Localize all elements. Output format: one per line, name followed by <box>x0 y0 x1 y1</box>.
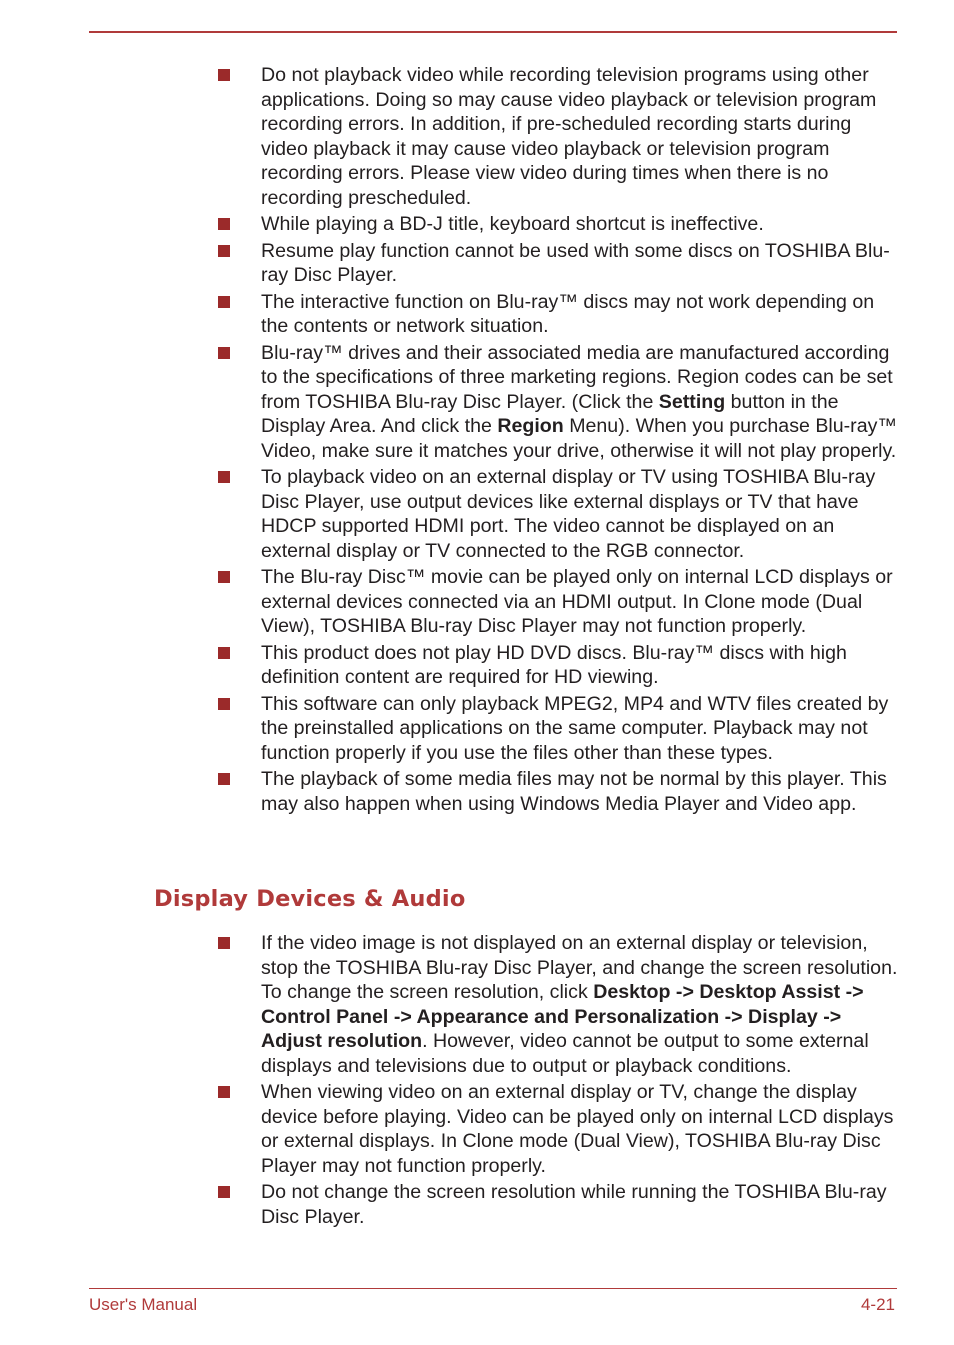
square-bullet-icon <box>218 245 230 257</box>
square-bullet-icon <box>218 471 230 483</box>
page-number: 4-21 <box>860 1295 895 1314</box>
square-bullet-icon <box>218 773 230 785</box>
list-item <box>0 212 901 237</box>
list-item <box>0 465 901 563</box>
square-bullet-icon <box>218 218 230 230</box>
list-item-text: Blu-ray™ drives and their associated media are manufactured according to the specifications of three marketing regions. Region codes can be set from TOSHIBA Blu-ray Disc Player. (Click the <box>261 341 893 413</box>
bullet-list-display-devices <box>0 931 954 1231</box>
square-bullet-icon <box>218 69 230 81</box>
list-item <box>0 931 901 1078</box>
square-bullet-icon <box>218 1186 230 1198</box>
square-bullet-icon <box>218 698 230 710</box>
list-item-text: When viewing video on an external display or TV, change the display device before playing. Video can be played only on internal LCD displays or external displays. In Clone mode (Dual View), TOSHIBA Blu-ray Disc Player may not function properly. <box>261 1081 894 1177</box>
list-item <box>0 341 901 464</box>
list-item-text: . However, video cannot be output to some external displays and televisions due to output or playback conditions. <box>261 1030 869 1077</box>
list-item <box>0 1180 901 1229</box>
list-item <box>0 63 901 210</box>
footer-manual-title: User's Manual <box>89 1295 198 1314</box>
square-bullet-icon <box>218 571 230 583</box>
list-item <box>0 641 901 690</box>
list-item <box>0 767 901 816</box>
list-item <box>0 692 901 766</box>
list-item-text: button in the Display Area. And click the <box>261 390 839 437</box>
square-bullet-icon <box>218 347 230 359</box>
footer-rule <box>89 1288 897 1289</box>
section-heading: Display Devices & Audio <box>154 886 466 912</box>
list-item <box>0 239 901 288</box>
menu-path: Desktop -> Desktop Assist -> Control Panel -> Appearance and Personalization -> Display -> Adjust resolution <box>261 981 864 1052</box>
square-bullet-icon <box>218 1086 230 1098</box>
list-item <box>0 1080 901 1178</box>
list-item-text: To playback video on an external display or TV using TOSHIBA Blu-ray Disc Player, use output devices like external displays or TV that have HDCP supported HDMI port. The video cannot be displayed on an external display or TV connected to the RGB connector. <box>261 466 876 562</box>
list-item-text: Resume play function cannot be used with some discs on TOSHIBA Blu-ray Disc Player. <box>261 239 890 286</box>
list-item-text: Do not change the screen resolution while running the TOSHIBA Blu-ray Disc Player. <box>261 1181 887 1228</box>
list-item-text: Menu). When you purchase Blu-ray™ Video, make sure it matches your drive, otherwise it will not play properly. <box>261 415 897 462</box>
list-item-text: While playing a BD-J title, keyboard shortcut is ineffective. <box>261 213 764 235</box>
list-item-text: The Blu-ray Disc™ movie can be played only on internal LCD displays or external devices connected via an HDMI output. In Clone mode (Dual View), TOSHIBA Blu-ray Disc Player may not function properly. <box>261 566 893 637</box>
bullet-list-playback-notes <box>0 63 954 818</box>
list-item <box>0 565 901 639</box>
list-item-text: This software can only playback MPEG2, MP4 and WTV files created by the preinstalled applications on the same computer. Playback may not function properly if you use the files other than these types. <box>261 692 889 764</box>
list-item-text: This product does not play HD DVD discs. Blu-ray™ discs with high definition content are required for HD viewing. <box>261 641 847 688</box>
list-item-text: The playback of some media files may not be normal by this player. This may also happen when using Windows Media Player and Video app. <box>261 768 887 815</box>
region-term: Region <box>497 415 564 437</box>
list-item-text: If the video image is not displayed on an external display or television, stop the TOSHIBA Blu-ray Disc Player, and change the screen resolution. To change the screen resolution, click <box>261 932 898 1003</box>
list-item <box>0 290 901 339</box>
square-bullet-icon <box>218 647 230 659</box>
setting-term: Setting <box>658 390 726 413</box>
square-bullet-icon <box>218 937 230 949</box>
list-item-text: Do not playback video while recording television programs using other applications. Doing so may cause video playback or television program recording errors. In addition, if pre-scheduled recording starts during video playback it may cause video playback or television program recording errors. Please view video during times when there is no recording prescheduled. <box>261 64 877 209</box>
square-bullet-icon <box>218 296 230 308</box>
list-item-text: The interactive function on Blu-ray™ discs may not work depending on the contents or network situation. <box>261 290 875 337</box>
header-rule <box>89 31 897 33</box>
